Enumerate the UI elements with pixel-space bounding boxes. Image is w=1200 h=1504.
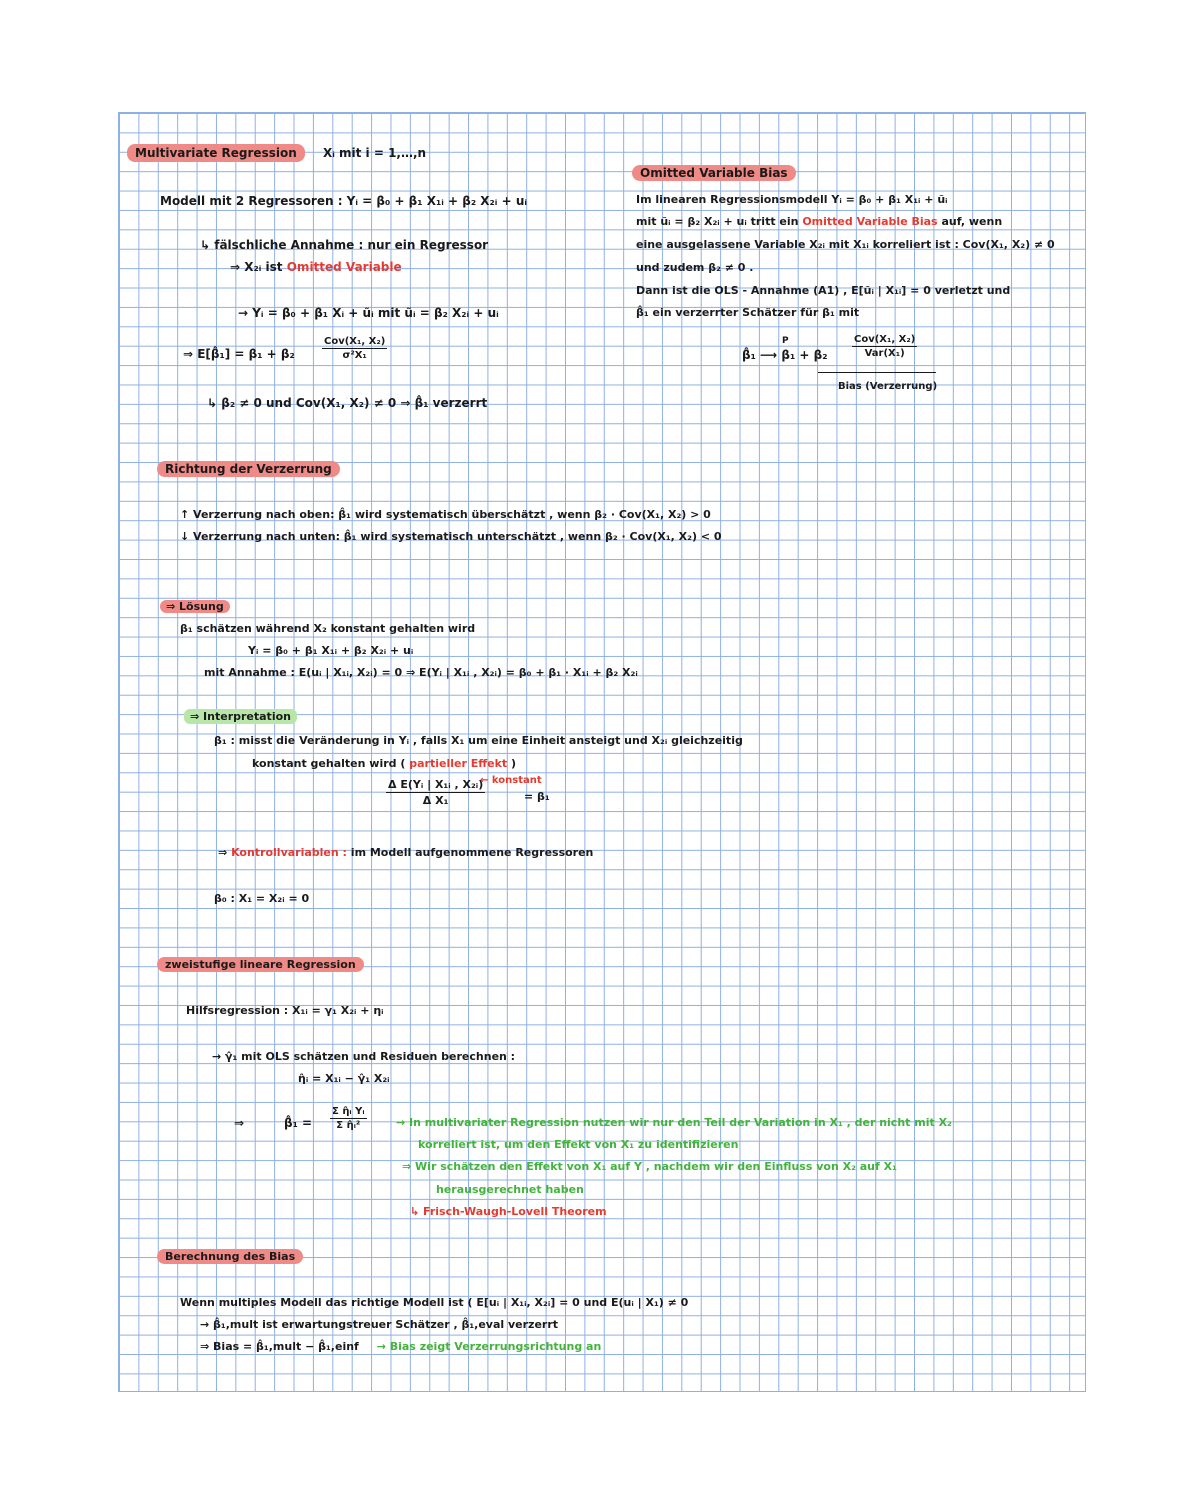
direction-title: Richtung der Verzerrung (157, 461, 340, 477)
biascalc-line2: → β̂₁,mult ist erwartungstreuer Schätzer , β̂₁,eval verzerrt (200, 1318, 559, 1331)
mv-expectation: ⇒ E[β̂₁] = β₁ + β₂ (183, 347, 295, 361)
interpretation-fraction-num: Δ E(Yᵢ | X₁ᵢ , X₂ᵢ) (388, 778, 484, 791)
interpretation-controls-suffix: im Modell aufgenommene Regressoren (350, 846, 594, 859)
solution-line1: β₁ schätzen während X₂ konstant gehalten wird (180, 622, 476, 635)
ovb-fraction-den: Var(X₁) (864, 348, 905, 359)
solution-line2: Yᵢ = β₀ + β₁ X₁ᵢ + β₂ X₂ᵢ + uᵢ (248, 644, 414, 657)
interpretation-title: ⇒ Interpretation (184, 709, 297, 724)
mv-wrong-assumption: ↳ fälschliche Annahme : nur ein Regressor (200, 238, 489, 252)
interpretation-line2-prefix: konstant gehalten wird ( (252, 757, 406, 770)
interpretation-line1: β₁ : misst die Veränderung in Yᵢ , falls X₁ um eine Einheit ansteigt und X₂ᵢ gleichzeitig (214, 734, 743, 747)
twostage-aux: Hilfsregression : X₁ᵢ = γ₁ X₂ᵢ + ηᵢ (186, 1004, 384, 1017)
biascalc-line3-row (200, 1340, 601, 1354)
interpretation-controls-row (218, 846, 593, 860)
direction-title-row (157, 462, 340, 476)
solution-title-row (160, 600, 230, 614)
ovb-line2 (636, 215, 1002, 229)
biascalc-title: Berechnung des Bias (157, 1249, 303, 1264)
direction-down: ↓ Verzerrung nach unten: β̂₁ wird systematisch unterschätzt , wenn β₂ · Cov(X₁, X₂) < 0 (180, 530, 722, 543)
twostage-theorem: ↳ Frisch-Waugh-Lovell Theorem (410, 1205, 607, 1218)
interpretation-fraction (386, 778, 485, 807)
mv-model: Modell mit 2 Regressoren : Yᵢ = β₀ + β₁ X₁ᵢ + β₂ X₂ᵢ + uᵢ (160, 194, 527, 208)
interpretation-line2-suffix: ) (511, 757, 517, 770)
interpretation-fraction-result: = β₁ (524, 790, 550, 803)
mv-expectation-den: σ²X₁ (342, 350, 367, 361)
mv-title: Multivariate Regression (127, 144, 305, 162)
ovb-line1: Im linearen Regressionsmodell Yᵢ = β₀ + β₁ X₁ᵢ + ũᵢ (636, 193, 948, 206)
ovb-fraction (852, 334, 917, 359)
ovb-fraction-num: Cov(X₁, X₂) (854, 334, 916, 345)
interpretation-beta0: β₀ : X₁ = X₂ᵢ = 0 (214, 892, 310, 905)
twostage-result-fraction (330, 1106, 367, 1131)
ovb-arrow-label: P (782, 336, 789, 346)
biascalc-title-row (157, 1250, 303, 1264)
interpretation-constant-label: konstant (491, 775, 542, 786)
interpretation-constant-row (480, 774, 542, 788)
interpretation-controls-red: Kontrollvariablen : (231, 846, 347, 859)
interpretation-line2 (252, 757, 516, 771)
ovb-title: Omitted Variable Bias (632, 165, 796, 181)
twostage-note4: herausgerechnet haben (436, 1183, 584, 1196)
direction-up: ↑ Verzerrung nach oben: β̂₁ wird systematisch überschätzt , wenn β₂ · Cov(X₁, X₂) > 0 (180, 508, 711, 521)
mv-title-row (127, 146, 426, 160)
twostage-residual: η̂ᵢ = X₁ᵢ − γ̂₁ X₂ᵢ (298, 1072, 390, 1085)
twostage-title: zweistufige lineare Regression (157, 957, 364, 972)
ovb-line2-red: Omitted Variable Bias (802, 215, 938, 228)
ovb-line2-suffix: auf, wenn (941, 215, 1003, 228)
ovb-bias-brace (818, 372, 936, 373)
ovb-line6: β̂₁ ein verzerrter Schätzer für β₁ mit (636, 306, 860, 319)
ovb-line3: eine ausgelassene Variable X₂ᵢ mit X₁ᵢ korreliert ist : Cov(X₁, X₂) ≠ 0 (636, 238, 1055, 251)
twostage-result-arrow: ⇒ (234, 1116, 245, 1130)
interpretation-title-row (184, 710, 297, 724)
biascalc-line3: ⇒ Bias = β̂₁,mult − β̂₁,einf (200, 1340, 359, 1353)
mv-omitted-row (230, 260, 402, 274)
twostage-note2: korreliert ist, um den Effekt von X₁ zu identifizieren (418, 1138, 739, 1151)
grid-paper (118, 112, 1086, 1392)
twostage-result-lhs: β̂₁ = (284, 1116, 313, 1130)
interpretation-controls-prefix: ⇒ (218, 846, 228, 859)
ovb-line2-prefix: mit ũᵢ = β₂ X₂ᵢ + uᵢ tritt ein (636, 215, 799, 228)
twostage-result-num: Σ η̂ᵢ Yᵢ (332, 1106, 365, 1117)
solution-line3: mit Annahme : E(uᵢ | X₁ᵢ, X₂ᵢ) = 0 ⇒ E(Yᵢ | X₁ᵢ , X₂ᵢ) = β₀ + β₁ · X₁ᵢ + β₂ X₂ᵢ (204, 666, 638, 679)
ovb-title-row (632, 166, 796, 180)
arrow-left-icon: ← (480, 775, 489, 786)
twostage-note1: → In multivariater Regression nutzen wir nur den Teil der Variation in X₁ , der nicht mit X₂ (396, 1116, 952, 1129)
ovb-bias-label: Bias (Verzerrung) (838, 381, 938, 392)
mv-title-suffix: Xᵢ mit i = 1,…,n (322, 146, 427, 160)
mv-expectation-fraction (322, 336, 387, 361)
mv-omitted-label: Omitted Variable (286, 260, 402, 274)
ovb-formula: β̂₁ ⟶ β₁ + β₂ (742, 348, 828, 362)
solution-title: ⇒ Lösung (160, 600, 230, 613)
mv-expectation-num: Cov(X₁, X₂) (324, 336, 386, 347)
biascalc-line1: Wenn multiples Modell das richtige Modell ist ( E[uᵢ | X₁ᵢ, X₂ᵢ] = 0 und E(uᵢ | X₁) ≠ 0 (180, 1296, 689, 1309)
twostage-title-row (157, 958, 364, 972)
interpretation-line2-red: partieller Effekt (409, 757, 508, 770)
twostage-step: → γ̂₁ mit OLS schätzen und Residuen berechnen : (212, 1050, 516, 1063)
biascalc-line3-green: → Bias zeigt Verzerrungsrichtung an (376, 1340, 602, 1353)
interpretation-fraction-den: Δ X₁ (422, 794, 449, 807)
ovb-line4: und zudem β₂ ≠ 0 . (636, 261, 754, 274)
mv-short-model: → Yᵢ = β₀ + β₁ Xᵢ + ũᵢ mit ũᵢ = β₂ X₂ᵢ + uᵢ (238, 306, 499, 320)
twostage-note3: ⇒ Wir schätzen den Effekt von X₁ auf Y , nachdem wir den Einfluss von X₂ auf X₁ (402, 1160, 897, 1173)
twostage-result-den: Σ η̂ᵢ² (336, 1120, 361, 1131)
mv-omitted-prefix: ⇒ X₂ᵢ ist (230, 260, 283, 274)
ovb-line5: Dann ist die OLS - Annahme (A1) , E[ũᵢ | X₁ᵢ] = 0 verletzt und (636, 284, 1011, 297)
mv-biased: ↳ β₂ ≠ 0 und Cov(X₁, X₂) ≠ 0 ⇒ β̂₁ verzerrt (207, 396, 488, 410)
